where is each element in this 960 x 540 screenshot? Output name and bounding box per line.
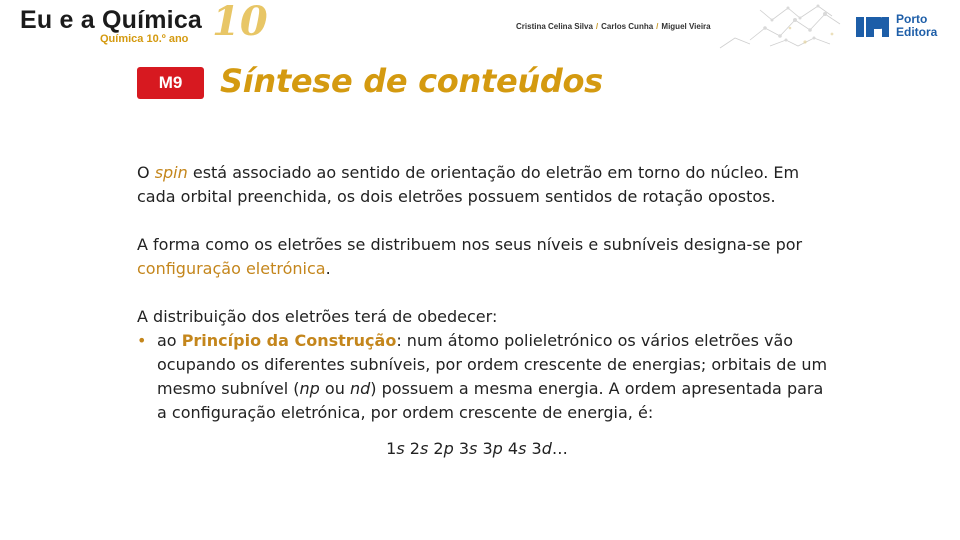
subshell: 3p [482, 439, 503, 458]
paragraph-spin: O spin está associado ao sentido de orientação do eletrão em torno do núcleo. Em cada orbital preenchida, os dois eletrões possuem sentidos de rotação opostos. [137, 163, 800, 206]
slide-content [137, 161, 837, 461]
publisher-name: Porto Editora [896, 12, 938, 39]
module-badge: M9 [137, 67, 204, 99]
term-configuracao-eletronica: configuração eletrónica [137, 259, 326, 278]
brand-title: Eu e a Química [20, 6, 203, 34]
header [0, 0, 960, 50]
subshell: 2s [409, 439, 429, 458]
paragraph-configuration: A forma como os eletrões se distribuem nos seus níveis e subníveis designa-se por configuração eletrónica. [137, 235, 803, 278]
term-spin: spin [154, 163, 188, 182]
authors [516, 22, 711, 31]
configuration-order [137, 437, 837, 461]
author-separator: / [656, 22, 659, 31]
author-separator: / [595, 22, 599, 31]
term-principio-construcao: Princípio da Construção [181, 331, 397, 350]
distribution-intro: A distribuição dos eletrões terá de obedecer: [137, 307, 498, 326]
brand-subtitle: Química 10.º ano [100, 33, 189, 45]
author: Cristina Celina Silva [516, 22, 593, 31]
subshell: 3s [458, 439, 478, 458]
subshell: 1s [386, 439, 405, 458]
subshell: 3d… [531, 439, 568, 458]
brand-number-logo: 10 [212, 0, 268, 45]
order-ellipsis: … [551, 439, 568, 458]
author: Carlos Cunha [601, 22, 654, 31]
list-item [137, 329, 837, 425]
bullet-icon: • [137, 331, 147, 350]
porto-editora-icon [856, 14, 890, 40]
subshell: 2p [433, 439, 454, 458]
paragraph-distribution [137, 305, 837, 461]
subshell: 4s [507, 439, 527, 458]
bullet-text: ao Princípio da Construção: num átomo polieletrónico os vários eletrões vão ocupando os diferentes subníveis, por ordem crescente de energias; orbitais de um mesmo subnível (np ou nd) possuem a mesma energia. A ordem apresentada para a configuração eletrónica, por ordem crescente de energia, é: [157, 331, 828, 422]
author: Miguel Vieira [661, 22, 711, 31]
slide-title: Síntese de conteúdos [220, 62, 603, 100]
